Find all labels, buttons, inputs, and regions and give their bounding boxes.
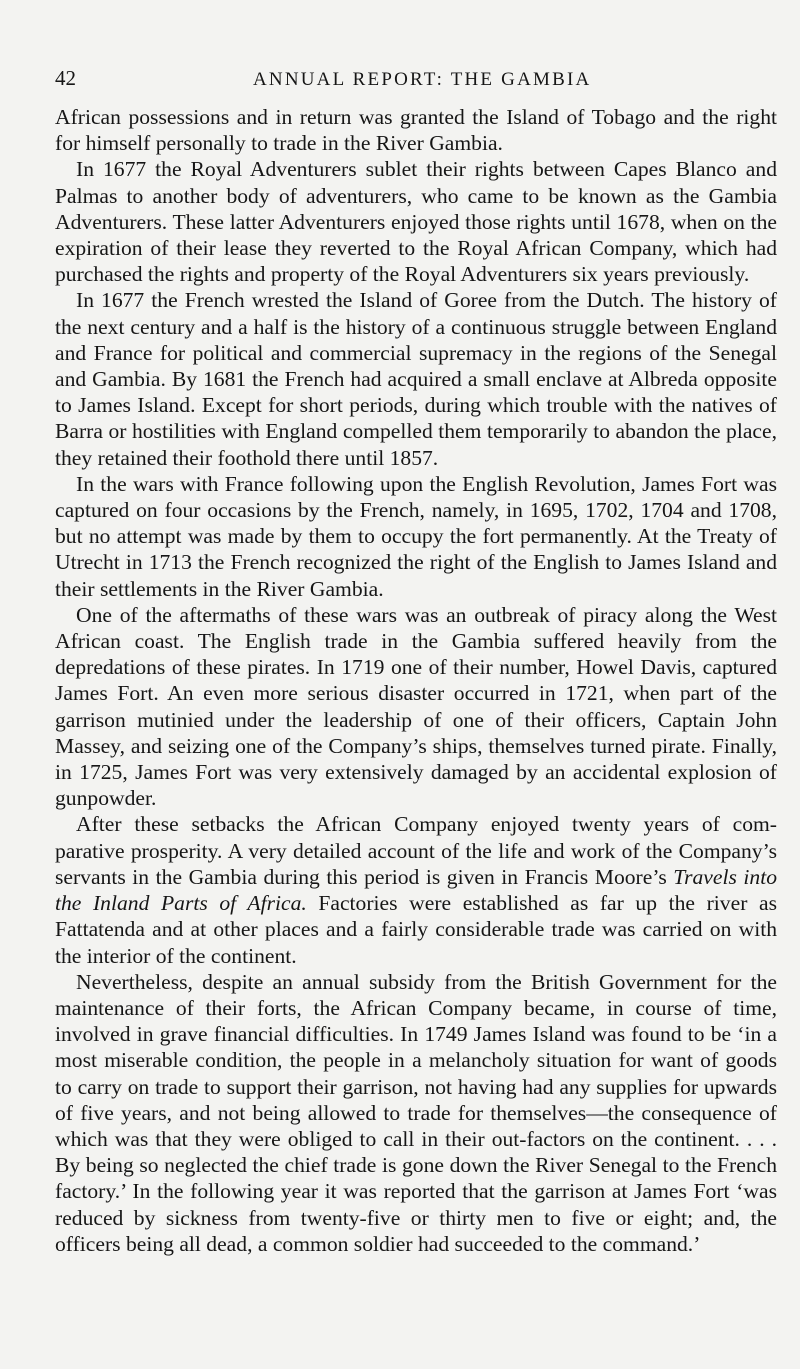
paragraph-prosperity-text-before: After these setbacks the African Company enjoyed twenty years of com- parative prosperity. A very detailed account of the life and work of the Company’s servants in the Gambia during this period is given in Francis Moore’s [55, 812, 777, 889]
paragraph-wars-with-france: In the wars with France following upon the English Revolution, James Fort was captured on four occasions by the French, namely, in 1695, 1702, 1704 and 1708, but no attempt was made by them to occupy the fort permanently. At the Treaty of Utrecht in 1713 the French recognized the right of the English to James Island and their settlements in the River Gambia. [55, 471, 777, 601]
page-number: 42 [55, 66, 76, 90]
paragraph-gambia-adventurers: In 1677 the Royal Adventurers sublet their rights between Capes Blanco and Palmas to another body of adventurers, who came to be known as the Gambia Adventurers. These latter Adventurers enjoyed those rights until 1678, when on the expiration of their lease they reverted to the Royal African Company, which had purchased the rights and property of the Royal Adventurers six years previously. [55, 157, 777, 287]
paragraph-financial-difficulties: Nevertheless, despite an annual subsidy from the British Government for the maintenance of their forts, the African Company became, in course of time, involved in grave financial difficulties. In 1749 James Island was found to be ‘in a most miserable condition, the people in a melancholy situation for want of goods to carry on trade to support their garrison, not having had any supplies for upwards of five years, and not being allowed to trade for themselves—the consequence of which was that they were obliged to call in their out-factors on the continent. . . . By being so neglected the chief trade is gone down the River Senegal to the French factory.’ In the following year it was reported that the garrison at James Fort ‘was reduced by sickness from twenty-five or thirty men to five or eight; and, the officers being all dead, a common soldier had succeeded to the command.’ [55, 969, 777, 1256]
paragraph-charter-continuation: African possessions and in return was granted the Island of Tobago and the right for himself personally to trade in the River Gambia. [55, 105, 777, 156]
paragraph-french-rivalry: In 1677 the French wrested the Island of Goree from the Dutch. The history of the next century and a half is the history of a continuous struggle between England and France for political and commercial supremacy in the regions of the Senegal and Gambia. By 1681 the French had acquired a small enclave at Albreda opposite to James Island. Except for short periods, during which trouble with the natives of Barra or hostilities with England compelled them temporarily to abandon the place, they retained their foothold there until 1857. [55, 288, 777, 470]
paragraph-prosperity [55, 811, 777, 968]
paragraph-prosperity-text-after: Factories were established as far up the river as Fattatenda and at other places and a fairly considerable trade was carried on with the interior of the continent. [55, 891, 777, 968]
body-text [55, 104, 777, 1257]
book-title: Travels into the Inland Parts of Africa. [55, 864, 777, 916]
paragraph-piracy: One of the aftermaths of these wars was an outbreak of piracy along the West African coast. The English trade in the Gambia suffered heavily from the depredations of these pirates. In 1719 one of their number, Howel Davis, captured James Fort. An even more serious disaster occurred in 1721, when part of the garrison mutinied under the leadership of one of their officers, Captain John Massey, and seizing one of the Company’s ships, themselves turned pirate. Finally, in 1725, James Fort was very extensively damaged by an accidental explosion of gunpowder. [55, 602, 777, 811]
book-page [55, 66, 777, 1257]
running-head: ANNUAL REPORT: THE GAMBIA [253, 69, 592, 90]
page-header [55, 66, 777, 92]
